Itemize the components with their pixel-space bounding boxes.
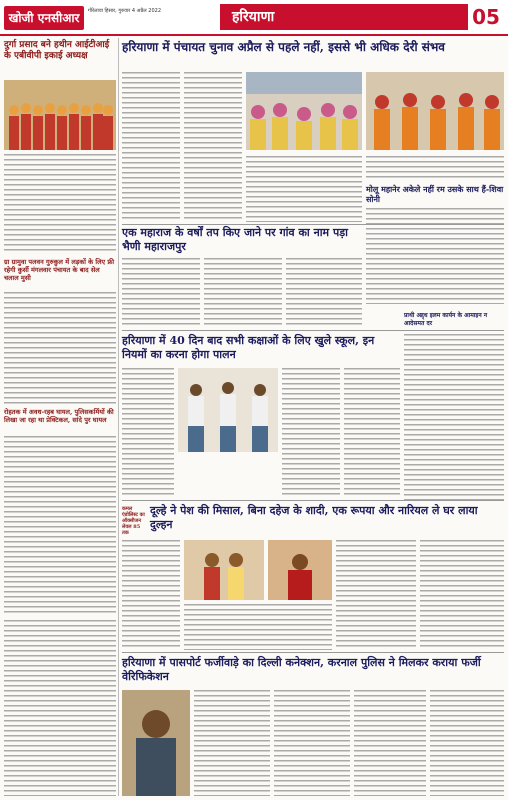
- left-bottom-body: [4, 620, 116, 796]
- crowd-photo-illustration: [246, 72, 362, 150]
- covid-side-body: [122, 540, 180, 650]
- wedding-photo-1: [184, 540, 264, 600]
- passport-body-col4: [430, 690, 504, 796]
- dateline: गौरेलावा हिसार, गुरुवार 4 अप्रैल 2022: [88, 8, 162, 14]
- dahej-body-col3: [420, 540, 504, 650]
- passport-body-col2: [274, 690, 350, 796]
- passport-body-col1: [194, 690, 270, 796]
- rule-1: [122, 224, 504, 225]
- school-body-col3: [344, 368, 400, 498]
- passport-body-col3: [354, 690, 426, 796]
- left-low-body: [4, 436, 116, 616]
- right-mid-body: [404, 334, 504, 500]
- school-photo: [178, 368, 278, 452]
- right-mid-headline: प्राथी अद्द्ध इलम कार्यन के आमाइन न आदेसमत दर: [404, 312, 488, 327]
- covid-side-headline: कमल एंडोलिस्ट का ऑक्सीजन लेवल 85 तक: [122, 506, 145, 536]
- dahej-body-col1: [184, 604, 332, 650]
- left-mid-body: [4, 292, 116, 404]
- wedding-couple-illustration: [184, 540, 264, 600]
- mol-headline: मोलू महानेर अकेले नहीं रम उसके साथ हैं-शिवा सोनी: [366, 184, 504, 204]
- left-low-headline: रोहतक में अवध-रहब घायल, पुलिसकर्मियों की लिखा जा रहा था प्रेक्टिकल, सांदे पुर घायल: [4, 408, 114, 424]
- school-body-col1: [122, 368, 174, 498]
- header-rule: [0, 34, 508, 36]
- women-voters-illustration: [366, 72, 504, 150]
- masthead-logo: खोजी एनसीआर: [4, 6, 84, 30]
- panchayat-headline: हरियाणा में पंचायत चुनाव अप्रैल से पहले नहीं, इससे भी अधिक देरी संभव: [122, 40, 445, 54]
- students-photo-illustration: [178, 368, 278, 452]
- school-headline: हरियाणा में 40 दिन बाद सभी कक्षाओं के लिए खुले स्कूल, इन नियमों का करना होगा पालन: [122, 334, 375, 361]
- section-title: हरियाणा: [232, 9, 275, 25]
- durga-headline: दुर्गा प्रसाद बने हथीन आईटीआई के एबीवीपी इकाई अध्यक्ष: [4, 40, 110, 61]
- accused-photo-illustration: [122, 690, 190, 796]
- durga-photo: [4, 80, 116, 150]
- passport-headline: हरियाणा में पासपोर्ट फर्जीवाड़े का दिल्ली कनेक्शन, करनाल पुलिस ने मिलकर कराया फर्जी वेरिफिकेशन: [122, 656, 481, 683]
- panchayat-photo-2: [366, 72, 504, 150]
- panchayat-body-col4: [366, 156, 504, 180]
- panchayat-body-col1: [122, 72, 180, 222]
- column-rule-left: [118, 38, 119, 796]
- maharaj-body-col1: [122, 258, 200, 328]
- masthead: [0, 0, 508, 36]
- bride-illustration: [268, 540, 332, 600]
- durga-body: [4, 154, 116, 254]
- panchayat-body-col3: [246, 156, 362, 222]
- mol-body: [366, 208, 504, 304]
- panchayat-photo: [246, 72, 362, 150]
- group-photo-illustration: [4, 80, 116, 150]
- school-body-col2: [282, 368, 340, 498]
- rule-2: [122, 330, 504, 331]
- left-mid-headline: ग्रा ग्रामुवा पलवन गुरुकुल में लड़कों के लिए फ्री रहेगी कुर्सी मंगलवार पंचायत के बाद सेल चलाल मुसी: [4, 258, 115, 282]
- dahej-body-col2: [336, 540, 416, 650]
- maharaj-headline: एक महाराज के वर्षों तप किए जाने पर गांव का नाम पड़ा भैणी महाराजपुर: [122, 226, 348, 253]
- maharaj-body-col2: [204, 258, 282, 328]
- panchayat-body-col2: [184, 72, 242, 222]
- wedding-photo-2: [268, 540, 332, 600]
- passport-photo: [122, 690, 190, 796]
- dahej-headline: दूल्हे ने पेश की मिसाल, बिना दहेज के शादी, एक रूपया और नारियल ले घर लाया दुल्हन: [150, 504, 478, 531]
- page-number: 05: [468, 4, 504, 30]
- rule-3: [122, 500, 504, 501]
- rule-4: [122, 652, 504, 653]
- maharaj-body-col3: [286, 258, 362, 328]
